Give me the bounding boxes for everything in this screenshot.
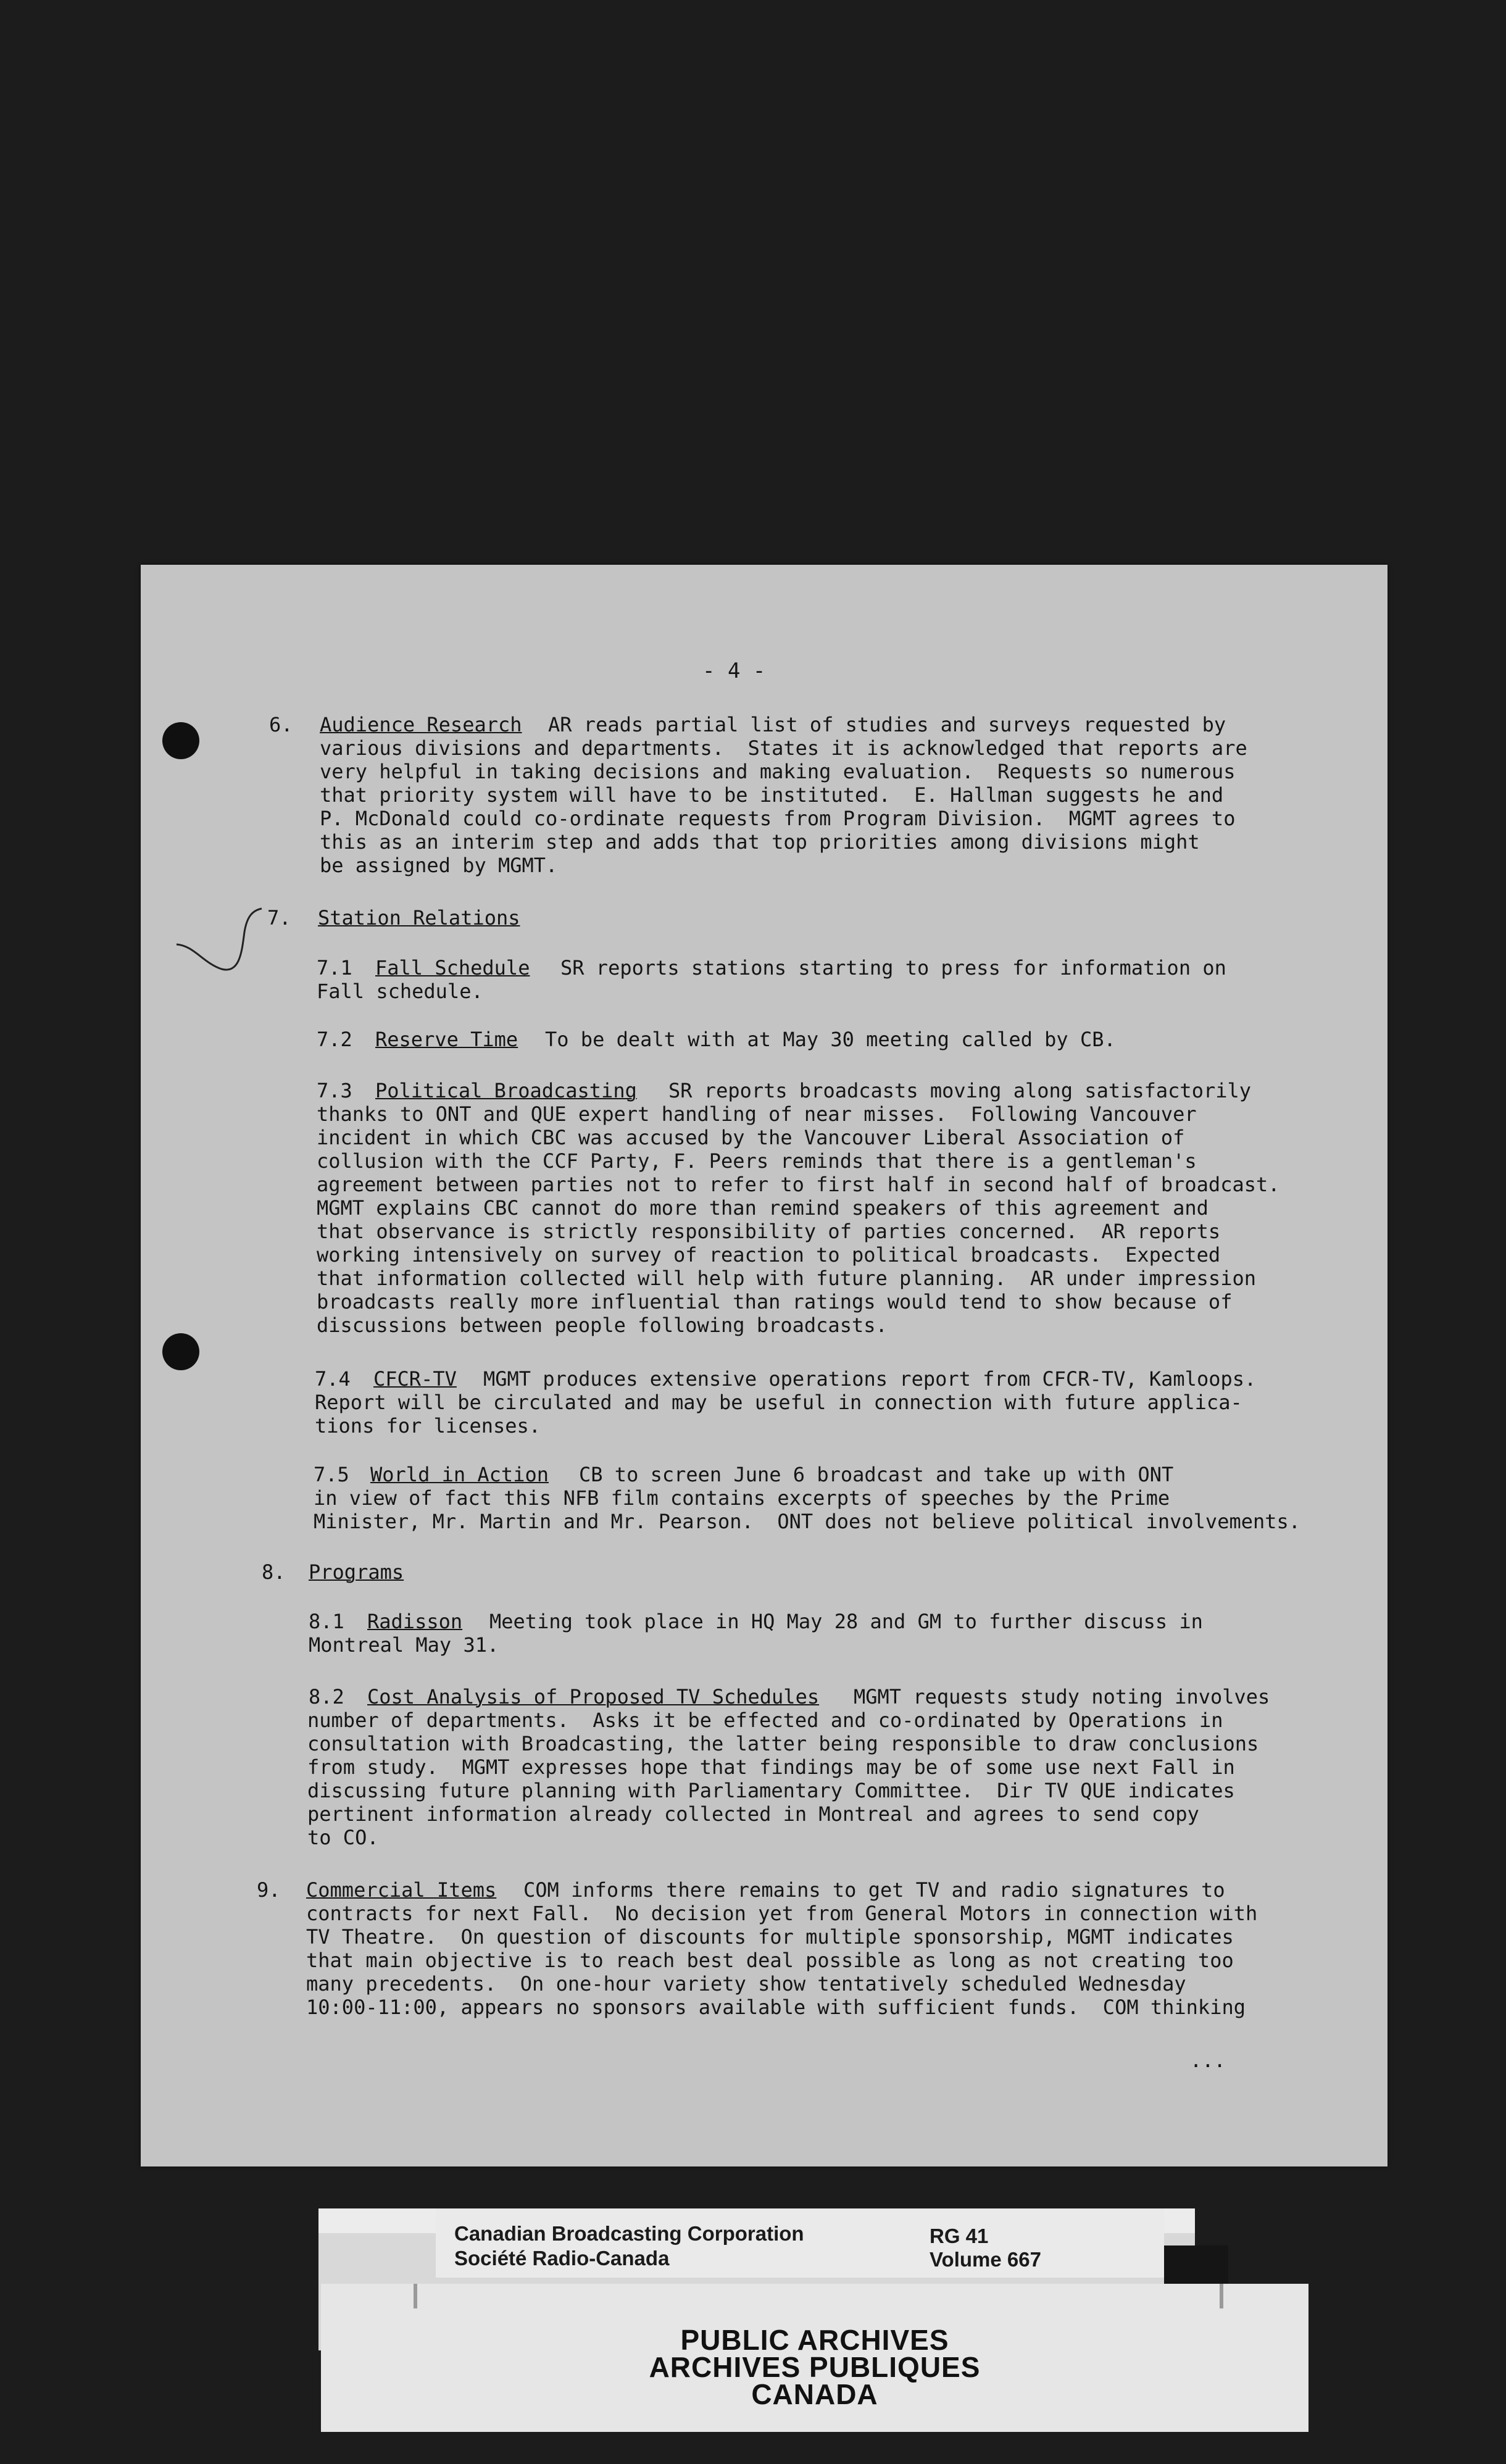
section-8-2-line: consultation with Broadcasting, the latter being responsible to draw conclusions <box>307 1732 1259 1755</box>
archives-title-en: PUBLIC ARCHIVES <box>680 2324 949 2356</box>
section-8-2-line: pertinent information already collected in Montreal and agrees to send copy <box>307 1802 1199 1826</box>
section-7-3-line: incident in which CBC was accused by the Vancouver Liberal Association of <box>317 1126 1185 1149</box>
section-8-2-line: from study. MGMT expresses hope that findings may be of some use next Fall in <box>307 1755 1235 1779</box>
section-9-line: COM informs there remains to get TV and radio signatures to <box>523 1878 1225 1902</box>
section-7-4-line: tions for licenses. <box>315 1414 541 1438</box>
section-7-1-line: SR reports stations starting to press for information on <box>560 956 1226 980</box>
page-number: - 4 - <box>702 659 766 683</box>
archive-label-card <box>436 2208 1164 2278</box>
document-page <box>141 565 1387 2166</box>
section-9-line: that main objective is to reach best deal possible as long as not creating too <box>306 1949 1234 1972</box>
section-9-number: 9. <box>257 1878 281 1902</box>
section-7-4-heading: CFCR-TV <box>373 1367 457 1391</box>
section-9-line: 10:00-11:00, appears no sponsors available with sufficient funds. COM thinking <box>306 1996 1246 2019</box>
section-7-3-line: agreement between parties not to refer to first half in second half of broadcast. <box>317 1173 1280 1196</box>
section-8-1-number: 8.1 <box>309 1610 344 1633</box>
section-9-heading: Commercial Items <box>306 1878 497 1902</box>
section-7-5-number: 7.5 <box>314 1463 349 1486</box>
section-9-line: contracts for next Fall. No decision yet from General Motors in connection with <box>306 1902 1258 1925</box>
section-7-1-line: Fall schedule. <box>317 980 483 1003</box>
margin-bracket-mark <box>175 907 268 975</box>
section-6-line: very helpful in taking decisions and making evaluation. Requests so numerous <box>320 760 1236 783</box>
section-7-2-heading: Reserve Time <box>375 1028 518 1051</box>
section-7-4-line: MGMT produces extensive operations report from CFCR-TV, Kamloops. <box>483 1367 1257 1391</box>
section-6-number: 6. <box>269 713 293 736</box>
section-7-4-line: Report will be circulated and may be useful in connection with future applica- <box>315 1391 1242 1414</box>
section-7-3-line: MGMT explains CBC cannot do more than remind speakers of this agreement and <box>317 1196 1209 1220</box>
section-7-heading: Station Relations <box>318 906 520 930</box>
section-6-line: be assigned by MGMT. <box>320 854 558 877</box>
archives-stamp-card <box>321 2284 1308 2432</box>
section-7-2-number: 7.2 <box>317 1028 352 1051</box>
section-6-line: various divisions and departments. States it is acknowledged that reports are <box>320 736 1247 760</box>
section-8-2-number: 8.2 <box>309 1685 344 1709</box>
section-7-2-line: To be dealt with at May 30 meeting called by CB. <box>545 1028 1116 1051</box>
section-7-1-number: 7.1 <box>317 956 352 980</box>
section-7-3-line: thanks to ONT and QUE expert handling of near misses. Following Vancouver <box>317 1102 1197 1126</box>
section-6-line: AR reads partial list of studies and surveys requested by <box>548 713 1226 736</box>
section-9-line: many precedents. On one-hour variety show tentatively scheduled Wednesday <box>306 1972 1186 1996</box>
org-name-en: Canadian Broadcasting Corporation <box>454 2222 804 2245</box>
section-7-number: 7. <box>267 906 291 930</box>
section-8-2-line: discussing future planning with Parliamentary Committee. Dir TV QUE indicates <box>307 1779 1235 1802</box>
section-7-3-line: working intensively on survey of reaction to political broadcasts. Expected <box>317 1243 1221 1267</box>
section-8-number: 8. <box>262 1560 286 1584</box>
punch-hole-top <box>162 722 199 759</box>
label-clip <box>1164 2245 1228 2289</box>
section-7-3-line: SR reports broadcasts moving along satisfactorily <box>668 1079 1252 1102</box>
section-7-3-line: broadcasts really more influential than ratings would tend to show because of <box>317 1290 1233 1313</box>
org-name-fr: Société Radio-Canada <box>454 2247 670 2270</box>
section-6-line: this as an interim step and adds that top priorities among divisions might <box>320 830 1200 854</box>
section-7-5-line: Minister, Mr. Martin and Mr. Pearson. ONT does not believe political involvements. <box>314 1510 1301 1533</box>
section-8-1-line: Montreal May 31. <box>309 1633 499 1657</box>
section-8-2-heading: Cost Analysis of Proposed TV Schedules <box>367 1685 820 1709</box>
section-7-4-number: 7.4 <box>315 1367 351 1391</box>
section-8-2-line: number of departments. Asks it be effected and co-ordinated by Operations in <box>307 1709 1223 1732</box>
section-7-3-line: collusion with the CCF Party, F. Peers reminds that there is a gentleman's <box>317 1149 1197 1173</box>
continuation-mark: ... <box>1190 2049 1226 2072</box>
section-7-5-heading: World in Action <box>370 1463 549 1486</box>
section-8-2-line: MGMT requests study noting involves <box>854 1685 1270 1709</box>
section-8-heading: Programs <box>309 1560 404 1584</box>
section-7-3-line: that information collected will help with future planning. AR under impression <box>317 1267 1256 1290</box>
section-7-3-number: 7.3 <box>317 1079 352 1102</box>
volume-number: Volume 667 <box>930 2248 1041 2271</box>
section-7-5-line: CB to screen June 6 broadcast and take up with ONT <box>579 1463 1174 1486</box>
section-7-3-heading: Political Broadcasting <box>375 1079 637 1102</box>
record-group: RG 41 <box>930 2225 989 2247</box>
section-6-heading: Audience Research <box>320 713 522 736</box>
section-9-line: TV Theatre. On question of discounts for multiple sponsorship, MGMT indicates <box>306 1925 1234 1949</box>
punch-hole-bottom <box>162 1333 199 1370</box>
section-7-3-line: discussions between people following broadcasts. <box>317 1313 888 1337</box>
section-6-line: P. McDonald could co-ordinate requests from Program Division. MGMT agrees to <box>320 807 1236 830</box>
section-8-2-line: to CO. <box>307 1826 379 1849</box>
section-8-1-line: Meeting took place in HQ May 28 and GM to further discuss in <box>489 1610 1203 1633</box>
section-8-1-heading: Radisson <box>367 1610 463 1633</box>
section-6-line: that priority system will have to be instituted. E. Hallman suggests he and <box>320 783 1224 807</box>
section-7-1-heading: Fall Schedule <box>375 956 530 980</box>
section-7-5-line: in view of fact this NFB film contains excerpts of speeches by the Prime <box>314 1486 1170 1510</box>
section-7-3-line: that observance is strictly responsibility of parties concerned. AR reports <box>317 1220 1221 1243</box>
archives-title-fr: ARCHIVES PUBLIQUES <box>649 2351 981 2383</box>
archives-country: CANADA <box>751 2378 878 2410</box>
